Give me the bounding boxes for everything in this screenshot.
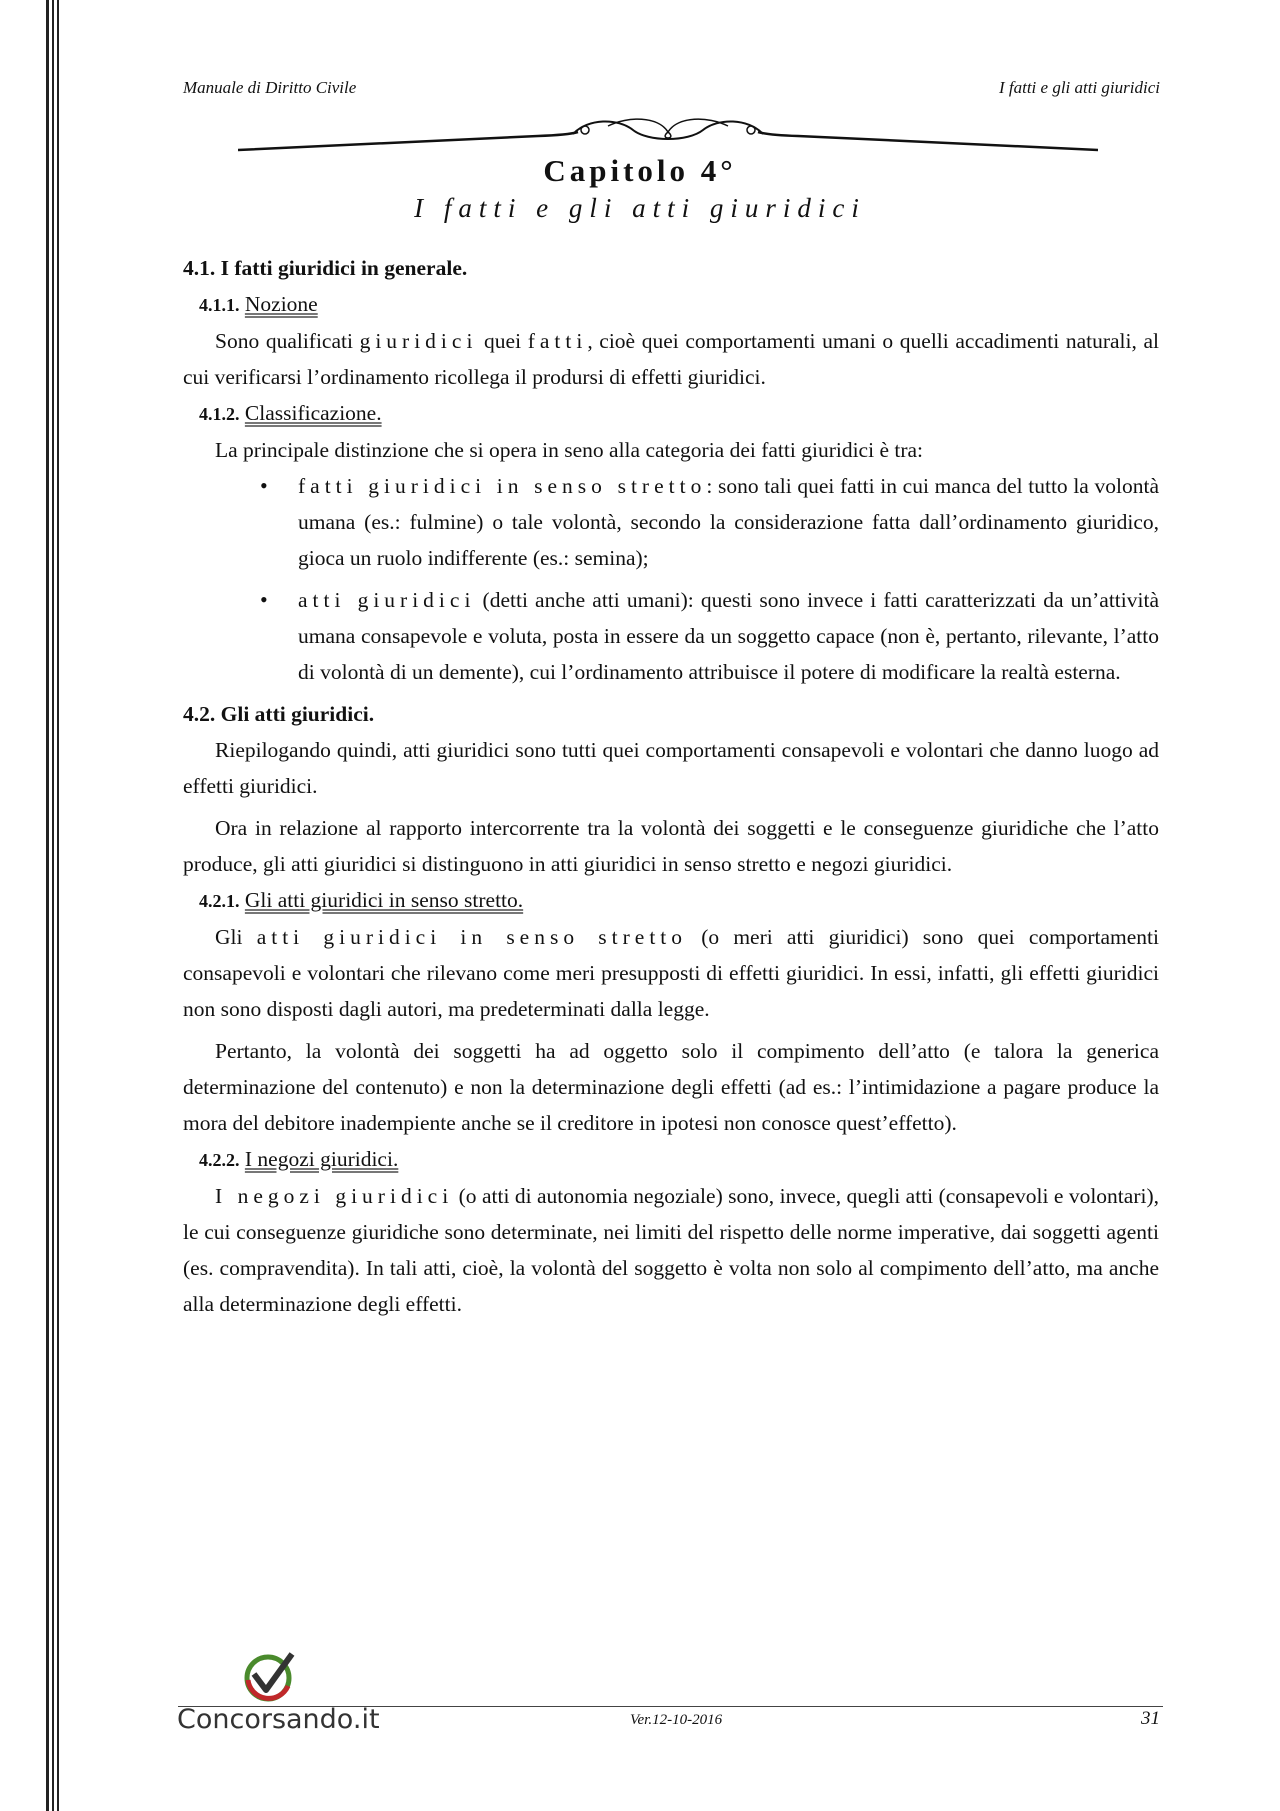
chapter-subtitle: I fatti e gli atti giuridici [414,193,866,223]
text-run: (detti anche atti umani): questi sono invece i fatti caratterizzati da un’attività umana consapevole e voluta, posta in essere da un soggetto capace (non è, pertanto, rilevante, l’atto di volontà di un demente), cui l’ordinamento attribuisce il potere di modificare la realtà esterna. [298,588,1159,684]
bullet-list [183,468,1159,690]
paragraph: Ora in relazione al rapporto intercorrente tra la volontà dei soggetti e le conseguenze giuridiche che l’atto produce, gli atti giuridici si distinguono in atti giuridici in senso stretto e negozi giuridici. [183,816,1159,876]
text-run: (o atti di autonomia negoziale) sono, invece, quegli atti (consapevoli e volontari), le cui conseguenze giuridiche sono determinate, nei limiti del rispetto delle norme imperative, dai soggetti agenti (es. compravendita). In tali atti, cioè, la volontà del soggetto è volta non solo al compimento dell’atto, ma anche alla determinazione degli effetti. [183,1184,1159,1316]
subsection-title: Nozione [244,292,318,316]
section-heading-4-1: 4.1. I fatti giuridici in generale. [183,256,468,280]
subsection-heading-4-2-2 [199,1141,1159,1178]
list-item [298,468,1159,576]
footer-brand: Concorsando.it [177,1704,380,1735]
checkmark-logo-icon [240,1650,298,1702]
binding-line [57,0,59,1811]
binding-line [46,0,49,1811]
subsection-number: 4.1.1. [199,295,240,315]
binding-line [52,0,54,1811]
paragraph: Riepilogando quindi, atti giuridici sono tutti quei comportamenti consapevoli e volontari che danno luogo ad effetti giuridici. [183,738,1159,798]
page-number: 31 [1141,1708,1160,1729]
text-run: Gli [215,925,243,949]
subsection-number: 4.1.2. [199,404,240,424]
subsection-title: Gli atti giuridici in senso stretto. [244,888,524,912]
footer-version: Ver.12-10-2016 [630,1712,723,1728]
running-header-left: Manuale di Diritto Civile [183,78,357,97]
ornament-divider [238,118,1098,158]
subsection-title: I negozi giuridici. [244,1147,399,1171]
subsection-title: Classificazione. [244,401,382,425]
section-heading-4-2: 4.2. Gli atti giuridici. [183,702,375,726]
spaced-term: atti giuridici [298,588,476,612]
subsection-number: 4.2.1. [199,891,240,911]
subsection-heading-4-2-1 [199,882,1159,919]
spaced-term: fatti giuridici in senso stretto [298,474,707,498]
paragraph: Pertanto, la volontà dei soggetti ha ad oggetto solo il compimento dell’atto (e talora la generica determinazione del contenuto) e non la determinazione degli effetti (ad es.: l’intimidazione a pagare produce la mora del debitore inadempiente anche se il creditore in ipotesi non conosce quest’effetto). [183,1039,1159,1135]
spaced-term: giuridici [359,329,478,353]
subsection-heading-4-1-2 [199,395,1159,432]
running-header-right: I fatti e gli atti giuridici [998,78,1160,97]
paragraph [183,1178,1159,1322]
list-item [298,582,1159,690]
text-run: quei [484,329,522,353]
subsection-number: 4.2.2. [199,1150,240,1170]
spaced-term: I negozi giuridici [215,1184,454,1208]
paragraph: La principale distinzione che si opera in seno alla categoria dei fatti giuridici è tra: [215,438,924,462]
text-run: Sono qualificati [215,329,353,353]
text-run: (o meri atti giuridici) sono quei comportamenti consapevoli e volontari che rilevano come meri presupposti di effetti giuridici. In essi, infatti, gli effetti giuridici non sono disposti dagli autori, ma predeterminati dalla legge. [183,925,1159,1021]
document-body [183,250,1159,1322]
subsection-heading-4-1-1 [199,286,1159,323]
text-run: , cioè quei comportamenti umani o quelli accadimenti naturali, al cui verificarsi l’ordinamento ricollega il prodursi di effetti giuridici. [183,329,1159,389]
paragraph [183,323,1159,395]
paragraph [183,919,1159,1027]
spaced-term: fatti [527,329,588,353]
text-run: : sono tali quei fatti in cui manca del tutto la volontà umana (es.: fulmine) o tale volontà, secondo la considerazione fatta dall’ordinamento giuridico, gioca un ruolo indifferente (es.: semina); [298,474,1159,570]
spaced-term: atti giuridici in senso stretto [256,925,688,949]
chapter-title: Capitolo 4° [543,153,737,188]
